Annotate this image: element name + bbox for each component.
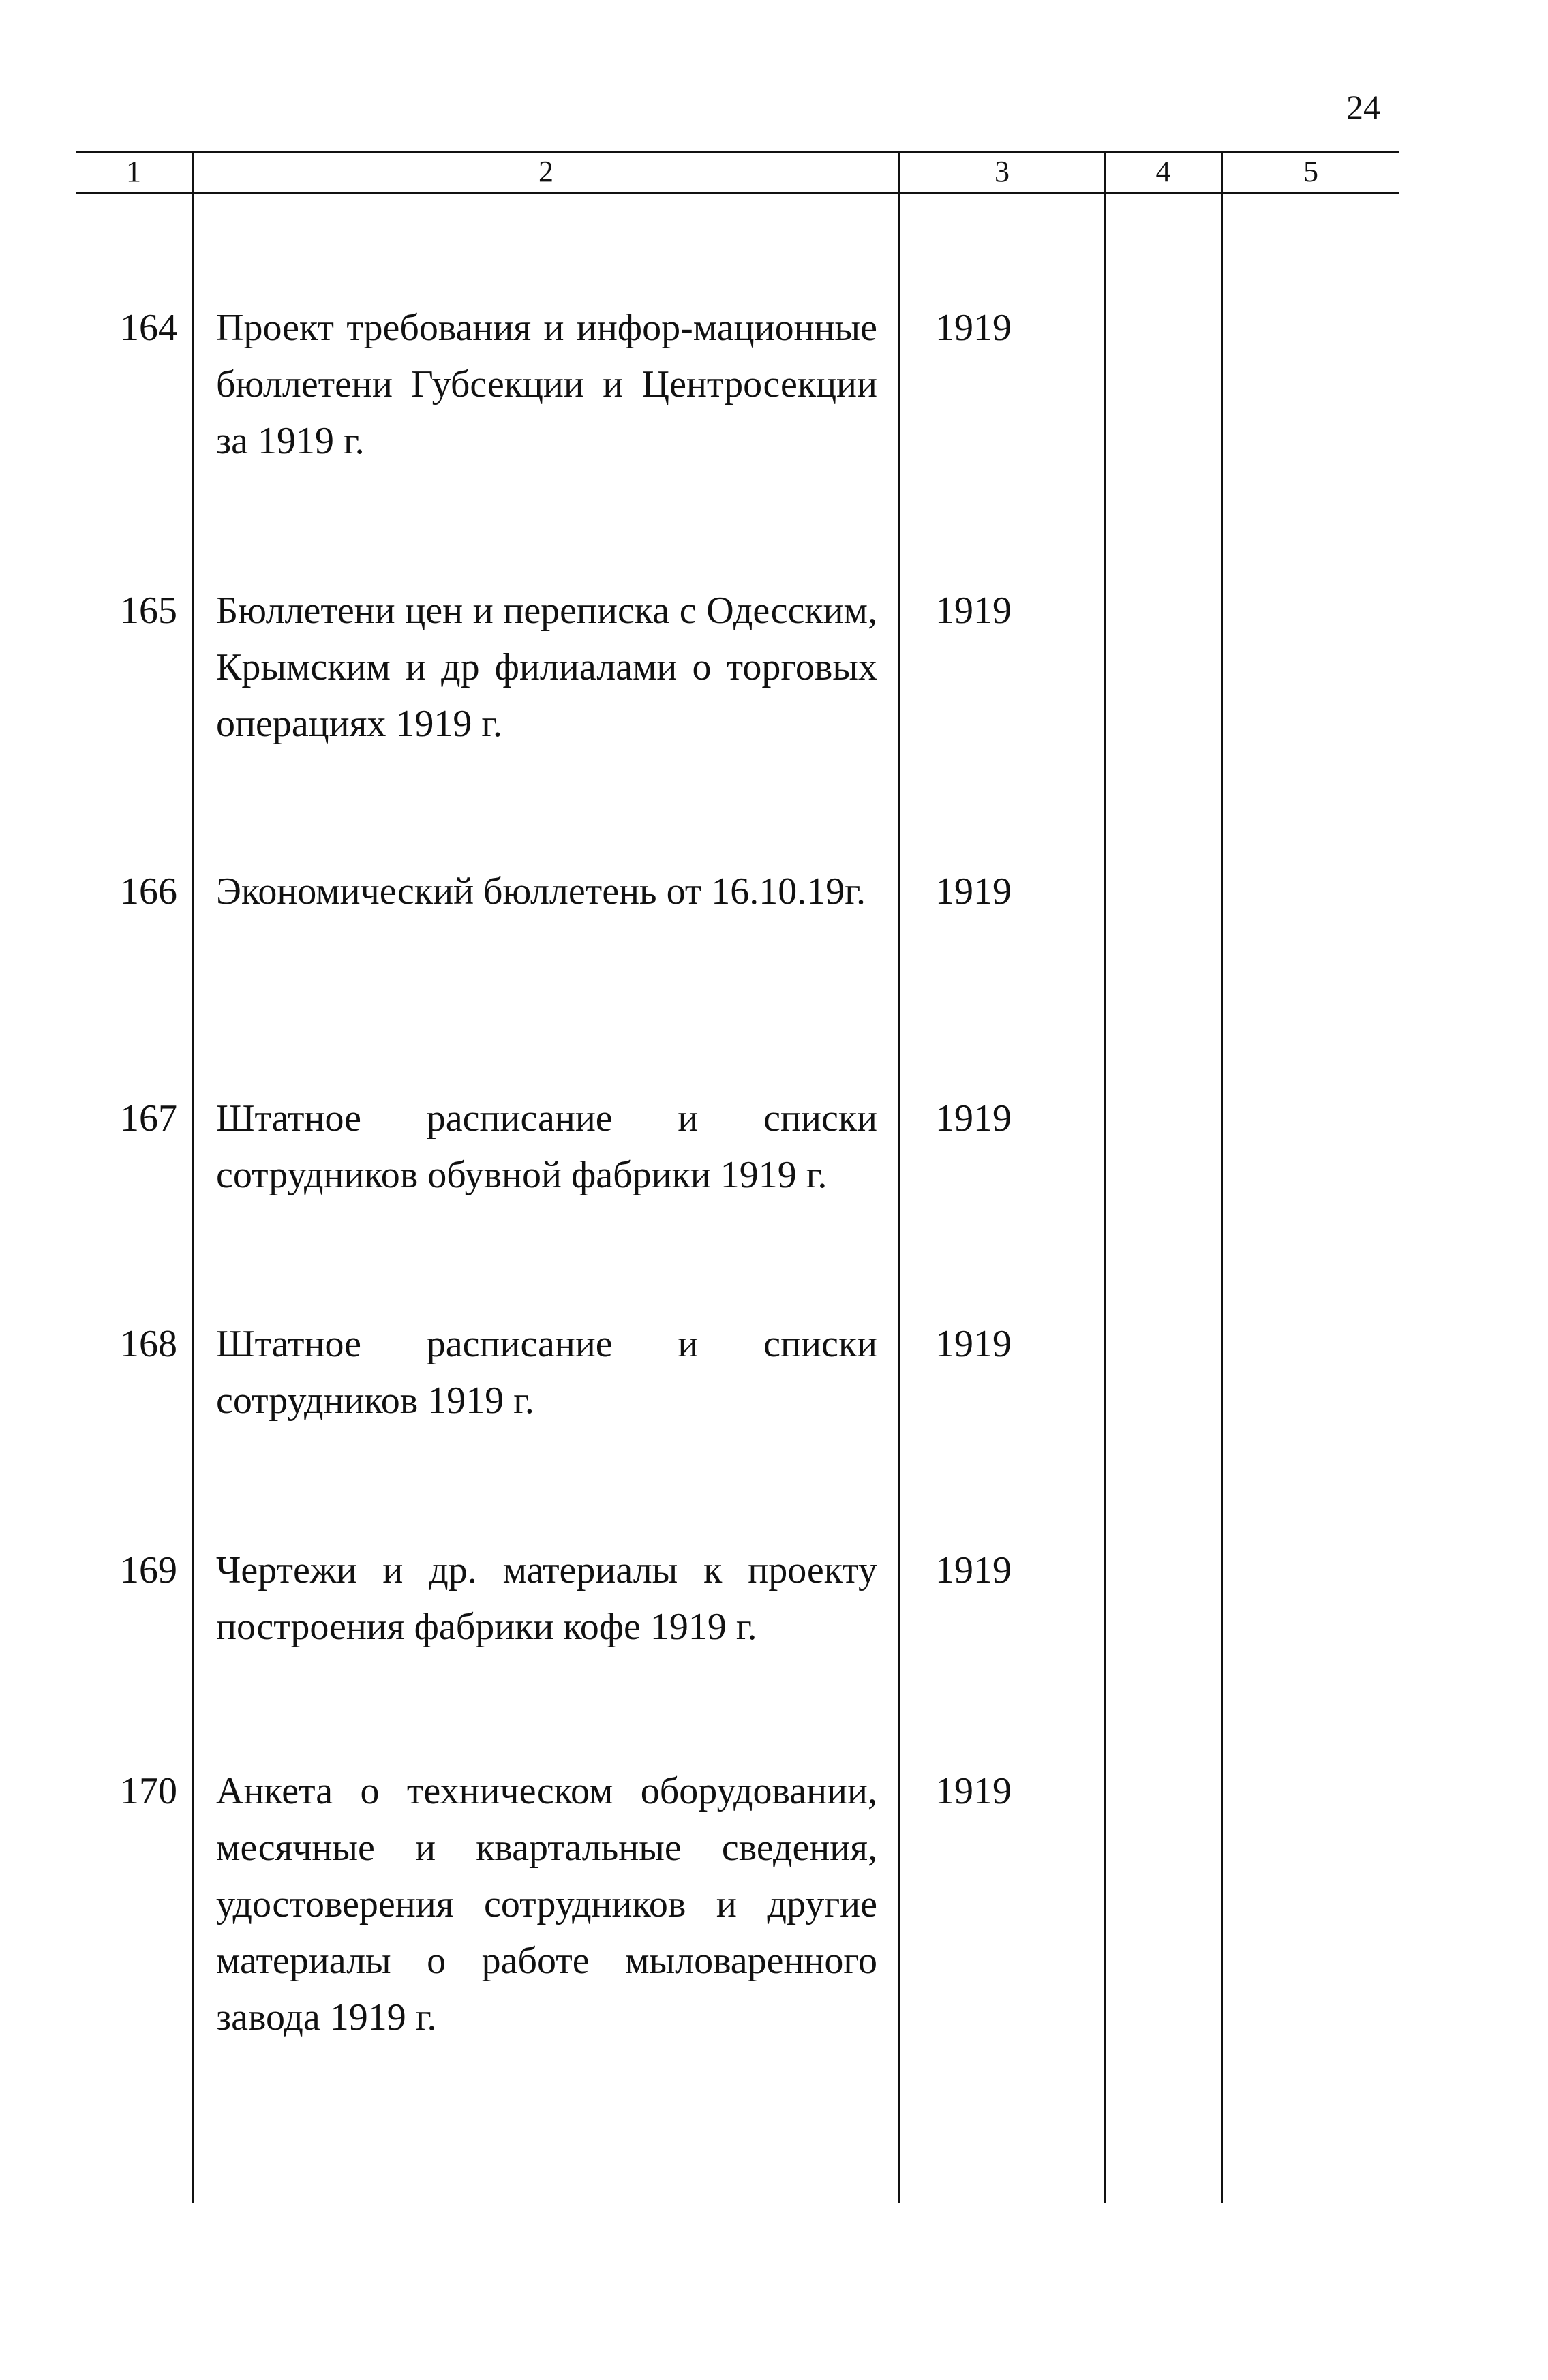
item-year: 1919: [935, 870, 1012, 913]
item-number: 166: [120, 870, 177, 913]
item-description: Штатное расписание и списки сотрудников обувной фабрики 1919 г.: [216, 1097, 877, 1196]
column-divider-4: [1221, 151, 1223, 2203]
table-top-rule: [76, 151, 1399, 153]
page-number: 24: [1346, 88, 1380, 126]
item-number: 168: [120, 1323, 177, 1365]
column-header-1: 1: [126, 155, 141, 188]
item-year: 1919: [935, 1323, 1012, 1365]
item-description: Проект требования и инфор-мационные бюллетени Губсекции и Центросекции за 1919 г.: [216, 307, 877, 462]
item-description: Анкета о техническом оборудовании, месячные и квартальные сведения, удостоверения сотрудников и другие материалы о работе мыловаренного завода 1919 г.: [216, 1770, 877, 2039]
item-year: 1919: [935, 590, 1012, 632]
item-number: 165: [120, 590, 177, 632]
column-divider-2: [898, 151, 900, 2203]
column-header-5: 5: [1303, 155, 1318, 188]
column-header-3: 3: [995, 155, 1010, 188]
item-number: 170: [120, 1770, 177, 1812]
column-divider-1: [192, 151, 194, 2203]
item-description: Бюллетени цен и переписка с Одесским, Крымским и др филиалами о торговых операциях 1919 г.: [216, 590, 877, 745]
item-number: 167: [120, 1097, 177, 1140]
item-description: Штатное расписание и списки сотрудников 1919 г.: [216, 1323, 877, 1422]
item-description: Чертежи и др. материалы к проекту построения фабрики кофе 1919 г.: [216, 1549, 877, 1648]
item-description: Экономический бюллетень от 16.10.19г.: [216, 870, 866, 913]
item-number: 164: [120, 307, 177, 349]
column-header-2: 2: [538, 155, 553, 188]
column-divider-3: [1104, 151, 1106, 2203]
header-bottom-rule: [76, 192, 1399, 194]
item-year: 1919: [935, 1770, 1012, 1812]
item-year: 1919: [935, 307, 1012, 349]
column-header-4: 4: [1155, 155, 1171, 188]
item-year: 1919: [935, 1549, 1012, 1591]
item-number: 169: [120, 1549, 177, 1591]
item-year: 1919: [935, 1097, 1012, 1140]
